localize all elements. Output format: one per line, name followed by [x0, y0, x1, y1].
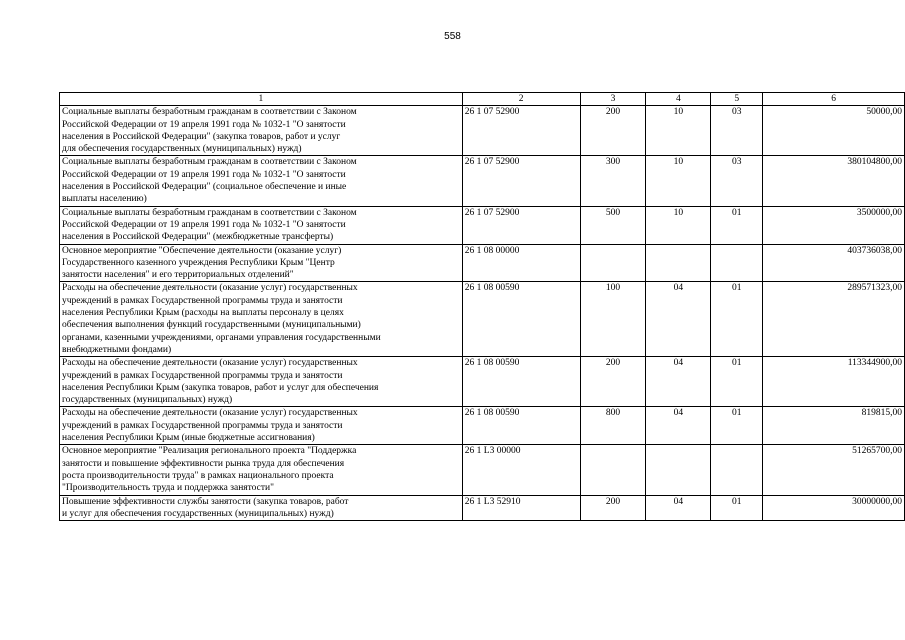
row-section: 04 — [646, 495, 711, 521]
description-line: учреждений в рамках Государственной программы труда и занятости — [62, 370, 343, 381]
description-line: обеспечения выполнения функций государственными (муниципальными) — [62, 320, 361, 331]
description-line: внебюджетными фондами) — [62, 344, 172, 355]
description-line: учреждений в рамках Государственной программы труда и занятости — [62, 295, 343, 306]
row-amount: 819815,00 — [763, 407, 905, 445]
row-expense-type: 200 — [580, 357, 646, 407]
row-target-code: 26 1 07 52900 — [462, 156, 580, 206]
description-line: для обеспечения государственных (муниципальных) нужд) — [62, 144, 302, 155]
row-target-code: 26 1 L3 52910 — [462, 495, 580, 521]
description-line: Расходы на обеспечение деятельности (оказание услуг) государственных — [62, 358, 358, 369]
table-row — [60, 445, 905, 495]
description-line: и услуг для обеспечения государственных (муниципальных) нужд) — [62, 508, 334, 519]
row-target-code: 26 1 08 00590 — [462, 282, 580, 357]
row-section — [646, 244, 711, 282]
row-amount: 51265700,00 — [763, 445, 905, 495]
row-amount: 113344900,00 — [763, 357, 905, 407]
table-row — [60, 407, 905, 445]
row-amount: 50000,00 — [763, 106, 905, 156]
description-line: Российской Федерации от 19 апреля 1991 года № 1032-1 "О занятости — [62, 219, 346, 230]
row-subsection: 01 — [711, 357, 763, 407]
row-expense-type: 800 — [580, 407, 646, 445]
description-line: государственных (муниципальных) нужд) — [62, 395, 233, 406]
row-expense-type: 100 — [580, 282, 646, 357]
row-amount: 289571323,00 — [763, 282, 905, 357]
row-expense-type: 300 — [580, 156, 646, 206]
description-line: Основное мероприятие "Обеспечение деятельности (оказание услуг) — [62, 245, 342, 256]
row-expense-type: 500 — [580, 206, 646, 244]
row-subsection: 01 — [711, 407, 763, 445]
description-line: Социальные выплаты безработным гражданам в соответствии с Законом — [62, 207, 357, 218]
row-target-code: 26 1 L3 00000 — [462, 445, 580, 495]
description-line: занятости и повышение эффективности рынка труда для обеспечения — [62, 458, 345, 469]
description-line: населения в Российской Федерации" (закупка товаров, работ и услуг — [62, 131, 341, 142]
description-line: выплаты населению) — [62, 194, 147, 205]
description-line: Основное мероприятие "Реализация регионального проекта "Поддержка — [62, 446, 357, 457]
row-subsection: 01 — [711, 206, 763, 244]
description-line: Социальные выплаты безработным гражданам в соответствии с Законом — [62, 107, 357, 118]
row-subsection: 01 — [711, 282, 763, 357]
table-row — [60, 357, 905, 407]
row-section: 10 — [646, 106, 711, 156]
table-row — [60, 206, 905, 244]
row-target-code: 26 1 08 00590 — [462, 357, 580, 407]
table-header-row — [60, 93, 905, 106]
row-description — [60, 445, 463, 495]
budget-table — [59, 92, 905, 521]
row-subsection — [711, 244, 763, 282]
description-line: "Производительность труда и поддержка занятости" — [62, 483, 274, 494]
row-description — [60, 495, 463, 521]
row-description — [60, 156, 463, 206]
description-line: Повышение эффективности службы занятости (закупка товаров, работ — [62, 496, 349, 507]
header-cell-description: 1 — [60, 93, 463, 106]
row-subsection: 03 — [711, 156, 763, 206]
description-line: Российской Федерации от 19 апреля 1991 года № 1032-1 "О занятости — [62, 119, 346, 130]
row-description — [60, 282, 463, 357]
row-description — [60, 357, 463, 407]
row-section: 04 — [646, 282, 711, 357]
description-line: учреждений в рамках Государственной программы труда и занятости — [62, 420, 343, 431]
header-cell-expense-type: 3 — [580, 93, 646, 106]
row-subsection: 01 — [711, 495, 763, 521]
row-expense-type — [580, 445, 646, 495]
description-line: населения Республики Крым (расходы на выплаты персоналу в целях — [62, 308, 344, 319]
row-target-code: 26 1 07 52900 — [462, 106, 580, 156]
row-section: 04 — [646, 407, 711, 445]
header-cell-code: 2 — [462, 93, 580, 106]
table-row — [60, 282, 905, 357]
description-line: Социальные выплаты безработным гражданам в соответствии с Законом — [62, 157, 357, 168]
description-line: органами, казенными учреждениями, органами управления государственными — [62, 332, 381, 343]
row-description — [60, 206, 463, 244]
row-subsection — [711, 445, 763, 495]
row-section: 04 — [646, 357, 711, 407]
description-line: роста производительности труда" в рамках национального проекта — [62, 470, 334, 481]
row-expense-type — [580, 244, 646, 282]
table-row — [60, 156, 905, 206]
table-row — [60, 495, 905, 521]
table-row — [60, 244, 905, 282]
row-target-code: 26 1 07 52900 — [462, 206, 580, 244]
description-line: Расходы на обеспечение деятельности (оказание услуг) государственных — [62, 408, 358, 419]
row-description — [60, 244, 463, 282]
row-amount: 380104800,00 — [763, 156, 905, 206]
description-line: населения Республики Крым (закупка товаров, работ и услуг для обеспечения — [62, 382, 379, 393]
header-cell-amount: 6 — [763, 93, 905, 106]
row-section: 10 — [646, 156, 711, 206]
header-cell-subsection: 5 — [711, 93, 763, 106]
header-cell-section: 4 — [646, 93, 711, 106]
row-target-code: 26 1 08 00000 — [462, 244, 580, 282]
row-amount: 3500000,00 — [763, 206, 905, 244]
description-line: занятости населения" и его территориальных отделений" — [62, 270, 294, 281]
row-target-code: 26 1 08 00590 — [462, 407, 580, 445]
row-amount: 403736038,00 — [763, 244, 905, 282]
row-section — [646, 445, 711, 495]
row-amount: 30000000,00 — [763, 495, 905, 521]
row-expense-type: 200 — [580, 495, 646, 521]
row-description — [60, 407, 463, 445]
row-section: 10 — [646, 206, 711, 244]
description-line: Государственного казенного учреждения Республики Крым "Центр — [62, 257, 335, 268]
description-line: населения в Российской Федерации" (социальное обеспечение и иные — [62, 182, 347, 193]
description-line: Российской Федерации от 19 апреля 1991 года № 1032-1 "О занятости — [62, 169, 346, 180]
row-expense-type: 200 — [580, 106, 646, 156]
row-description — [60, 106, 463, 156]
page-number: 558 — [444, 31, 461, 42]
description-line: населения Республики Крым (иные бюджетные ассигнования) — [62, 433, 315, 444]
table-row — [60, 106, 905, 156]
row-subsection: 03 — [711, 106, 763, 156]
description-line: населения в Российской Федерации" (межбюджетные трансферты) — [62, 232, 334, 243]
description-line: Расходы на обеспечение деятельности (оказание услуг) государственных — [62, 283, 358, 294]
